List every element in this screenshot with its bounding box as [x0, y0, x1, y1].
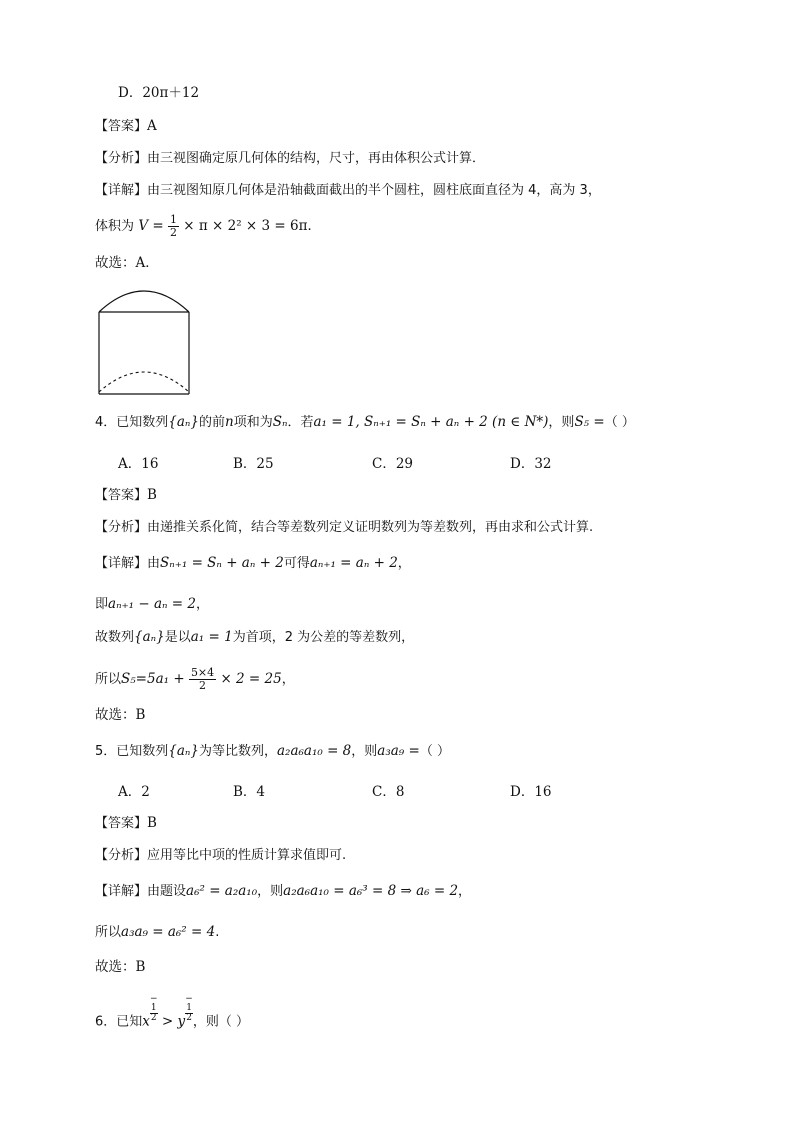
analysis-tag: 【分析】: [95, 151, 148, 166]
q4-conclusion: 故选：B: [95, 707, 146, 723]
volume-fraction: $\frac{1}{2}$: [169, 213, 177, 239]
q3-detail: [95, 180, 601, 201]
detail-tag: 【详解】: [95, 183, 148, 198]
q4-detail-1: 【详解】由Sₙ₊₁ = Sₙ + aₙ + 2可得aₙ₊₁ = aₙ + 2，: [95, 555, 411, 571]
q4-detail-2: 即aₙ₊₁ − aₙ = 2，: [95, 596, 209, 612]
q4-detail-3: 故数列{aₙ}是以a₁ = 1为首项，2 为公差的等差数列，: [95, 629, 415, 645]
q5-answer: 【答案】B: [95, 815, 157, 831]
q4-answer: 【答案】B: [95, 487, 157, 503]
option-d: D．20π＋12: [118, 85, 200, 101]
volume-formula-a: V =: [138, 218, 164, 234]
option-b: B．4: [233, 784, 266, 800]
q3-answer: [95, 116, 157, 137]
q3-conclusion: 故选：A．: [95, 255, 159, 271]
q5-conclusion: 故选：B: [95, 959, 146, 975]
x-exponent: − 1 2: [150, 994, 158, 1023]
analysis-text: 由三视图确定原几何体的结构，尺寸，再由体积公式计算．: [147, 151, 486, 166]
q5-detail-2: 所以a₃a₉ = a₆² = 4.: [95, 924, 220, 940]
option-a: A．2: [118, 784, 150, 800]
q4-stem: 4．已知数列{aₙ}的前n项和为Sₙ．若a₁ = 1, Sₙ₊₁ = Sₙ + aₙ + 2 (n ∈ N*)，则S₅ =（ ）: [95, 414, 635, 430]
volume-prefix: 体积为: [95, 219, 135, 234]
q4-analysis: 【分析】由递推关系化简，结合等差数列定义证明数列为等差数列，再由求和公式计算.: [95, 520, 594, 535]
q5-stem: 5．已知数列{aₙ}为等比数列，a₂a₆a₁₀ = 8，则a₃a₉ =（ ）: [95, 743, 450, 759]
q4-detail-4: 所以S₅=5a₁ + $\frac{5\times 4}{2}$ × 2 = 25，: [95, 666, 295, 692]
q5-detail-1: 【详解】由题设a₆² = a₂a₁₀，则a₂a₆a₁₀ = a₆³ = 8 ⇒ a₆ = 2，: [95, 883, 472, 899]
half-cylinder-figure: [96, 282, 192, 397]
option-c: C．8: [372, 784, 405, 800]
q3-analysis: [95, 148, 485, 169]
y-exponent: − 1 2: [185, 994, 193, 1023]
volume-formula-b: × π × 2² × 3 = 6π．: [183, 218, 321, 234]
option-c: C．29: [372, 456, 414, 472]
answer-value: A: [147, 118, 157, 134]
q5-analysis: 【分析】应用等比中项的性质计算求值即可.: [95, 848, 347, 863]
option-d: D．16: [510, 784, 552, 800]
option-a: A．16: [118, 456, 159, 472]
option-d: D．32: [510, 456, 552, 472]
option-b: B．25: [233, 456, 274, 472]
sum-fraction: $\frac{5\times 4}{2}$: [190, 666, 215, 692]
q3-volume: [95, 214, 321, 239]
q6-stem: 6．已知x− 1 2 > y− 1 2 ，则（ ）: [95, 994, 250, 1030]
detail-text: 由三视图知原几何体是沿轴截面截出的半个圆柱，圆柱底面直径为 4，高为 3，: [147, 183, 601, 198]
answer-tag: 【答案】: [95, 119, 148, 134]
